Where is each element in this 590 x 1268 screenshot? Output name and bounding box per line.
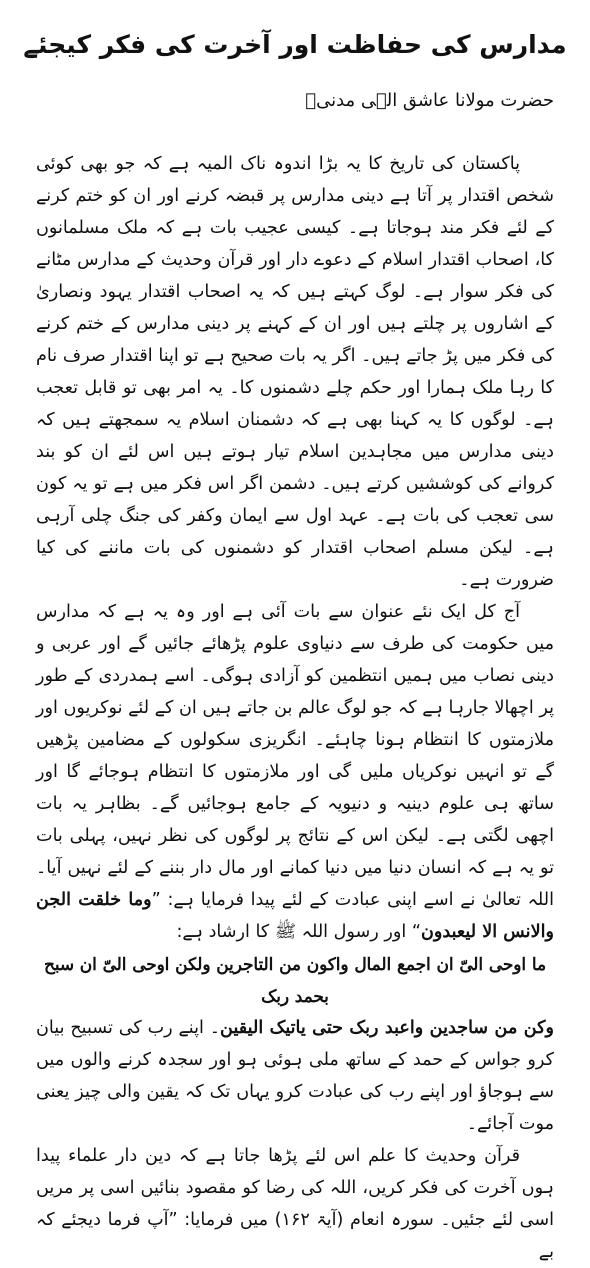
article-author: حضرت مولانا عاشق الہی مدنیؒ <box>305 90 554 111</box>
paragraph-2-text: آج کل ایک نئے عنوان سے بات آئی ہے اور وہ یہ ہے کہ مدارس میں حکومت کی طرف سے دنیاوی علوم پڑھائے جائیں گے اور عربی و دینی نصاب میں ہمیں انتظمین کو آزادی ہوگی۔ اسے ہمدردی کے طور پر اچھالا جارہا ہے کہ جو لوگ عالم بن جاتے ہیں ان کے لئے نوکریوں اور ملازمتوں کا انتظام ہونا چاہئے۔ انگریزی سکولوں کے مضامین پڑھیں گے تو انہیں نوکریاں ملیں گی اور ملازمتوں کا انتظام ہوجائے گا اور ساتھ ہی علوم دینیہ و دنیویہ کے جامع ہوجائیں گے۔ بظاہر یہ بات اچھی لگتی ہے۔ لیکن اس کے نتائج پر لوگوں کی نظر نہیں، پہلی بات تو یہ ہے کہ انسان دنیا میں دنیا کمانے اور مال دار بننے کے لئے نہیں آیا۔ اللہ تعالیٰ نے اسے اپنی عبادت کے لئے پیدا فرمایا ہے: ” <box>36 602 555 910</box>
arabic-quote-line-2: وکن من ساجدین واعبد ربک حتی یاتیک الیقین <box>220 1017 554 1038</box>
paragraph-2 <box>36 596 554 948</box>
arabic-quote-line-1: ما اوحی الیّ ان اجمع المال واکون من التاجرین ولکن اوحی الیّ ان سبح بحمد ربک <box>43 954 546 1006</box>
article-body <box>36 148 554 1268</box>
article-title: مدارس کی حفاظت اور آخرت کی فکر کیجئے <box>23 30 567 59</box>
paragraph-2-continuation: “ اور رسول اللہ ﷺ کا ارشاد ہے: <box>176 922 421 942</box>
paragraph-3: قرآن وحدیث کا علم اس لئے پڑھا جاتا ہے کہ دین دار علماء پیدا ہوں آخرت کی فکر کریں، اللہ کی رضا کو مقصود بنائیں اسی پر مریں اسی لئے جئیں۔ سورہ انعام (آیۃ ۱۶۲) میں فرمایا: ”آپ فرما دیجئے کہ بے <box>36 1146 554 1262</box>
paragraph-1: پاکستان کی تاریخ کا یہ بڑا اندوہ ناک المیہ ہے کہ جو بھی کوئی شخص اقتدار پر آتا ہے دینی مدارس پر قبضہ کرنے اور ان کو ختم کرنے کے لئے فکر مند ہوجاتا ہے۔ کیسی عجیب بات ہے کہ ملک مسلمانوں کا، اصحاب اقتدار اسلام کے دعوے دار اور قرآن وحدیث کے مدارس مٹانے کی فکر سوار ہے۔ لوگ کہتے ہیں کہ یہ اصحاب اقتدار یہود ونصاریٰ کے اشاروں پر چلتے ہیں اور ان کے کہنے پر دینی مدارس کے ختم کرنے کی فکر میں پڑ جاتے ہیں۔ اگر یہ بات صحیح ہے تو اپنا اقتدار صرف نام کا رہا ملک ہمارا اور حکم چلے دشمنوں کا۔ یہ امر بھی تو قابل تعجب ہے۔ لوگوں کا یہ کہنا بھی ہے کہ دشمنان اسلام یہ سمجھتے ہیں کہ دینی مدارس میں مجاہدین اسلام تیار ہوتے ہیں اس لئے ان کو بند کروانے کی کوششیں کرتے ہیں۔ دشمن اگر اس فکر میں ہے تو یہ کون سی تعجب کی بات ہے۔ عہد اول سے ایمان وکفر کی جنگ چلی آرہی ہے۔ لیکن مسلم اصحاب اقتدار کو دشمنوں کی بات ماننے کی کیا ضرورت ہے۔ <box>36 154 554 590</box>
paragraph-2-tail <box>36 1012 554 1140</box>
paragraph-2-tail-text: ۔ اپنے رب کی تسبیح بیان کرو جواس کے حمد کے ساتھ ملی ہوئی ہو اور سجدہ کرنے والوں میں سے ہوجاؤ اور اپنے رب کی عبادت کرو یہاں تک کہ یقین والی چیز یعنی موت آجائے۔ <box>36 1018 554 1134</box>
quran-inline-quote: وما خلقت الجن والانس الا لیعبدون <box>36 889 554 942</box>
